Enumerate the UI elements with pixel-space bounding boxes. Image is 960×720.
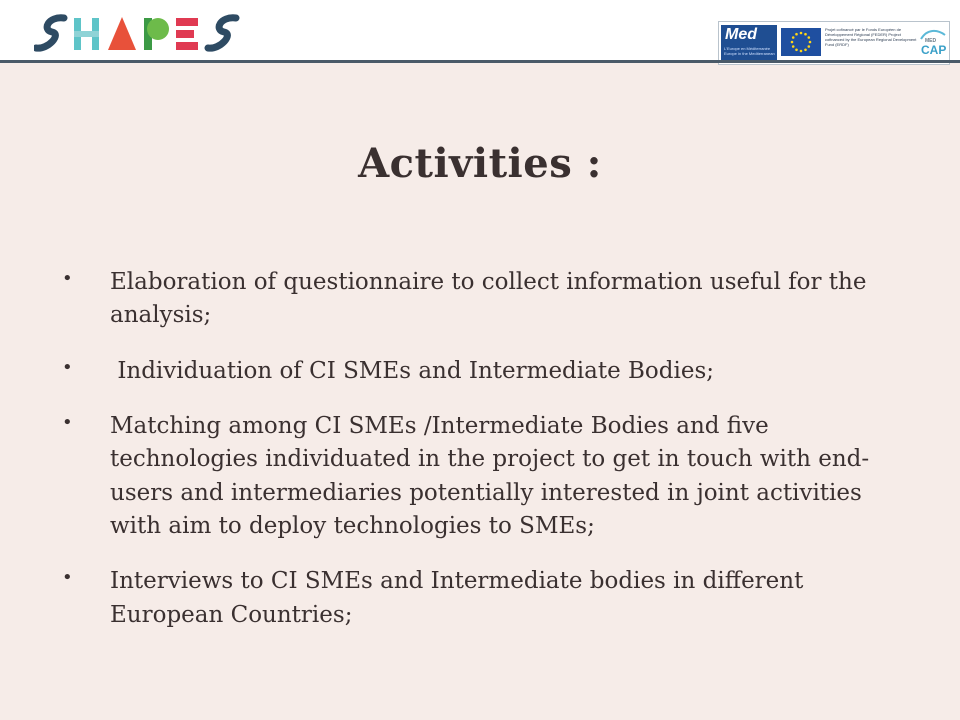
- list-item-text: Interviews to CI SMEs and Intermediate bodies in different European Countries;: [110, 568, 804, 628]
- shapes-logo: [34, 14, 244, 54]
- list-item-text: Elaboration of questionnaire to collect information useful for the analysis;: [110, 269, 867, 329]
- erdf-cofinancing-text: Projet cofinancé par le Fonds Européen de Développement Régional (FEDER) Project cofinanced by the European Regional Development Fund (ERDF): [825, 27, 917, 47]
- activities-list: [60, 266, 920, 654]
- medcap-small-text: MED: [925, 38, 937, 44]
- list-item: [60, 266, 920, 333]
- partner-logos: [718, 21, 950, 65]
- med-programme-logo: [721, 25, 777, 60]
- medcap-big-text: CAP: [921, 43, 947, 57]
- med-logo-word: Med: [725, 26, 757, 43]
- eu-flag-icon: [781, 28, 821, 56]
- bullet-icon: •: [62, 268, 73, 289]
- bullet-icon: •: [62, 412, 73, 434]
- header-bar: [0, 0, 960, 62]
- medcap-logo: [919, 26, 947, 60]
- list-item-text: Matching among CI SMEs /Intermediate Bodies and five technologies individuated in the project to get in touch with end-users and intermediaries potentially interested in joint activities with aim to deploy technologies to SMEs;: [110, 413, 870, 540]
- med-logo-subtitle: L'Europe en Méditerranée Europe in the Mediterranean: [724, 46, 775, 56]
- bullet-icon: •: [62, 356, 73, 378]
- slide-title: Activities :: [358, 140, 602, 187]
- list-item: [60, 410, 920, 543]
- list-item: [60, 355, 920, 388]
- bullet-icon: •: [62, 567, 73, 589]
- list-item-text: Individuation of CI SMEs and Intermediate Bodies;: [110, 357, 715, 384]
- list-item: [60, 565, 920, 632]
- header-divider: [0, 60, 960, 63]
